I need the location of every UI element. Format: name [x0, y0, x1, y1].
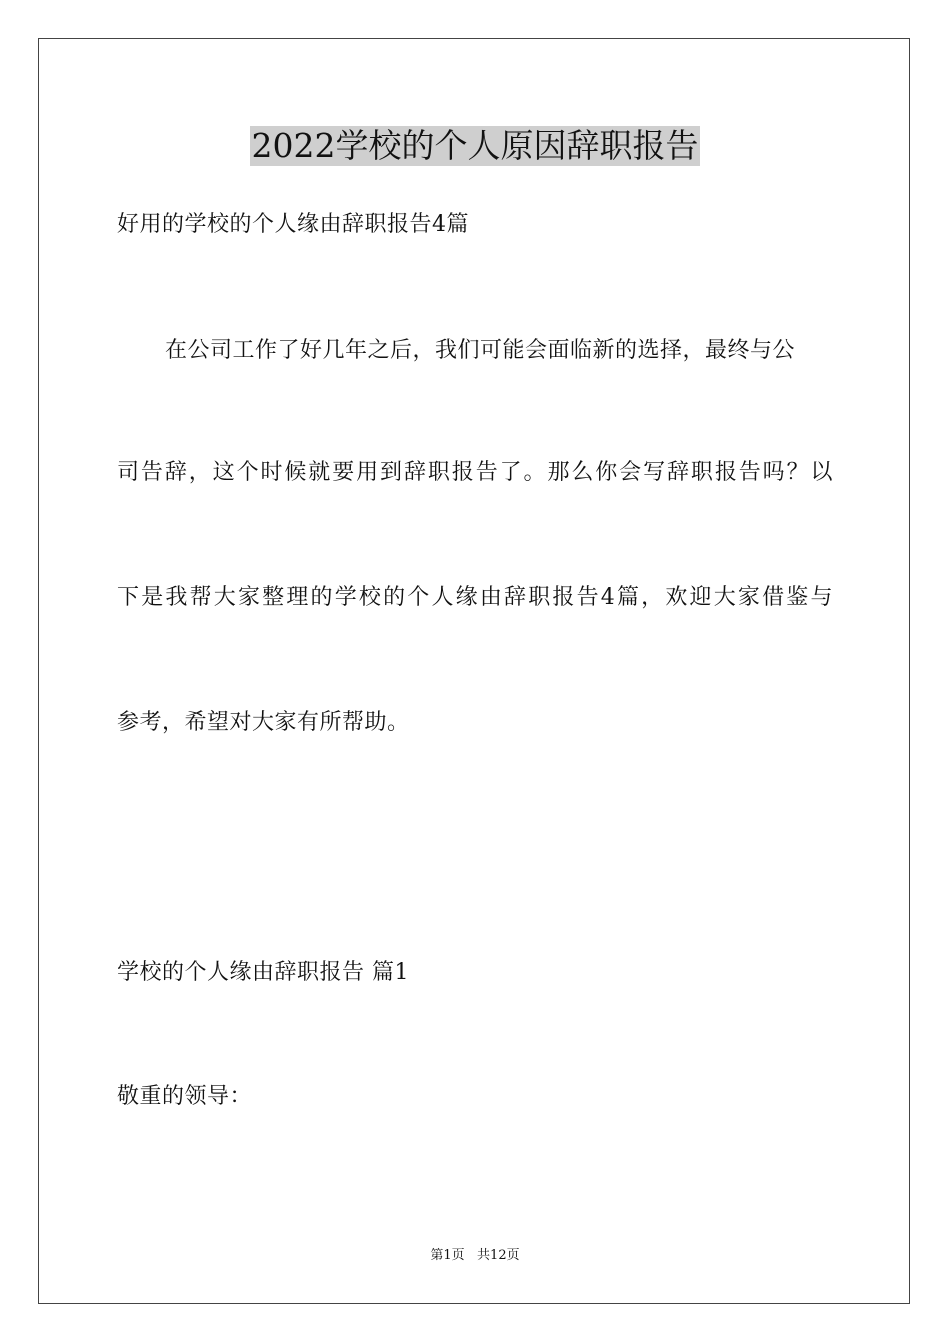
intro-line-4: 参考，希望对大家有所帮助。 [117, 710, 410, 735]
intro-line-2: 司告辞，这个时候就要用到辞职报告了。那么你会写辞职报告吗？以 [117, 460, 833, 485]
document-title-text: 2022学校的个人原因辞职报告 [251, 126, 699, 165]
document-subtitle: 好用的学校的个人缘由辞职报告4篇 [117, 212, 469, 237]
page-number-footer: 第1页 共12页 [430, 1248, 520, 1263]
salutation: 敬重的领导： [117, 1084, 253, 1109]
intro-line-1: 在公司工作了好几年之后，我们可能会面临新的选择，最终与公 [165, 338, 796, 363]
section-heading: 学校的个人缘由辞职报告 篇1 [117, 960, 409, 985]
document-title [0, 126, 950, 166]
intro-line-3: 下是我帮大家整理的学校的个人缘由辞职报告4篇，欢迎大家借鉴与 [117, 585, 833, 610]
